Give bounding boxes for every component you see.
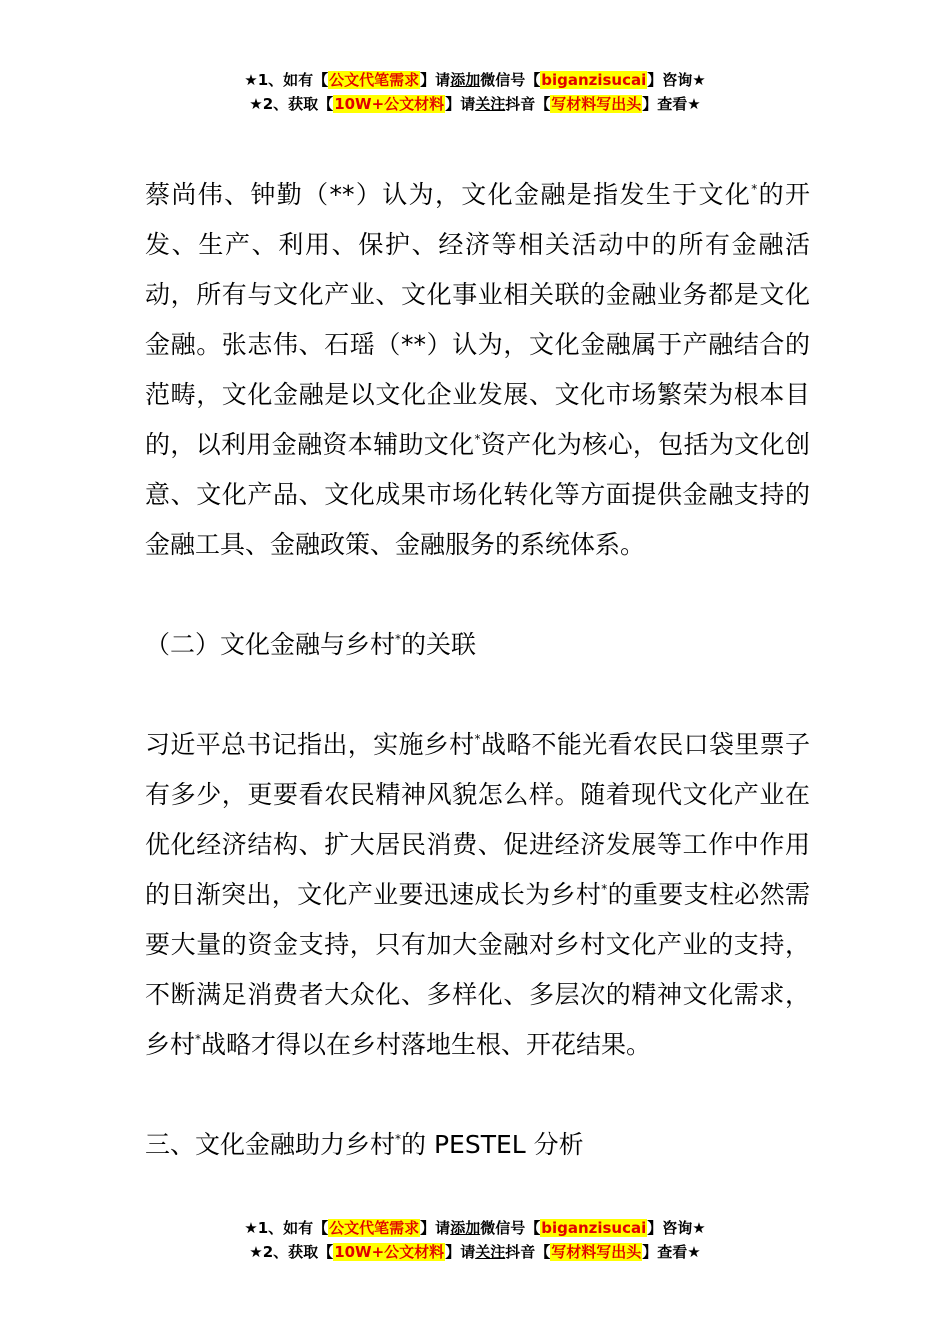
paragraph-text: 资产化为核心，包括为文化创意、文化产品、文化成果市场化转化等方面提供金融支持的金融工具、金融政策、金融服务的系统体系。	[145, 430, 810, 559]
banner-underline: 关注	[475, 1243, 506, 1261]
banner-line-2	[0, 92, 950, 116]
redaction-mark: *	[195, 1032, 202, 1046]
banner-highlight: 公文代笔需求	[329, 71, 420, 89]
paragraph-text: 的重要支柱必然需要大量的资金支持，只有加大金融对乡村文化产业的支持，不断满足消费者大众化、多样化、多层次的精神文化需求，乡村	[145, 880, 810, 1059]
banner-highlight: 公文代笔需求	[329, 1219, 420, 1237]
heading-text: （二）文化金融与乡村	[145, 630, 396, 659]
banner-line-1	[0, 1216, 950, 1240]
banner-text: 】请	[445, 95, 476, 113]
banner-underline: 关注	[475, 95, 506, 113]
heading-text: 的关联	[401, 630, 477, 659]
paragraph-text: 的开发、生产、利用、保护、经济等相关活动中的所有金融活动，所有与文化产业、文化事业相关联的金融业务都是文化金融。张志伟、石瑶（**）认为，文化金融属于产融结合的范畴，文化金融是以文化企业发展、文化市场繁荣为根本目的，以利用金融资本辅助文化	[145, 180, 810, 459]
paragraph-text: 蔡尚伟、钟勤（**）认为，文化金融是指发生于文化	[145, 180, 752, 209]
heading-text: 的 PESTEL 分析	[401, 1130, 584, 1159]
document-body	[145, 170, 810, 1170]
banner-line-1	[0, 68, 950, 92]
spacer	[145, 570, 810, 620]
banner-highlight: 10W+公文材料	[334, 1243, 445, 1261]
banner-text: 】请	[420, 1219, 451, 1237]
spacer	[145, 670, 810, 720]
banner-douyin-id: 写材料写出头	[551, 1243, 642, 1261]
banner-text: ★1、如有【	[244, 1219, 329, 1237]
footer-banner	[0, 1216, 950, 1264]
paragraph-definition	[145, 170, 810, 570]
header-banner	[0, 68, 950, 116]
banner-text: 微信号【	[480, 1219, 541, 1237]
banner-text: ★2、获取【	[249, 95, 334, 113]
banner-text: 】咨询★	[647, 71, 706, 89]
redaction-mark: *	[474, 432, 481, 446]
heading-text: 三、文化金融助力乡村	[145, 1130, 396, 1159]
banner-text: 】查看★	[642, 95, 701, 113]
banner-text: 抖音【	[505, 95, 551, 113]
banner-underline: 添加	[450, 71, 481, 89]
banner-douyin-id: 写材料写出头	[551, 95, 642, 113]
redaction-mark: *	[601, 882, 608, 896]
redaction-mark: *	[395, 1132, 402, 1146]
section-heading-2	[145, 620, 810, 670]
paragraph-text: 战略才得以在乡村落地生根、开花结果。	[201, 1030, 652, 1059]
banner-line-2	[0, 1240, 950, 1264]
banner-wechat-id: biganzisucai	[541, 1219, 647, 1237]
paragraph-relation	[145, 720, 810, 1070]
redaction-mark: *	[474, 732, 481, 746]
banner-text: 微信号【	[480, 71, 541, 89]
redaction-mark: *	[395, 632, 402, 646]
banner-highlight: 10W+公文材料	[334, 95, 445, 113]
banner-wechat-id: biganzisucai	[541, 71, 647, 89]
banner-text: 】咨询★	[647, 1219, 706, 1237]
paragraph-text: 战略不能光看农民口袋里票子有多少，更要看农民精神风貌怎么样。随着现代文化产业在优化经济结构、扩大居民消费、促进经济发展等工作中作用的日渐突出，文化产业要迅速成长为乡村	[145, 730, 810, 909]
banner-text: 】请	[420, 71, 451, 89]
banner-text: ★2、获取【	[249, 1243, 334, 1261]
banner-text: 】查看★	[642, 1243, 701, 1261]
banner-text: ★1、如有【	[244, 71, 329, 89]
redaction-mark: *	[751, 182, 758, 196]
spacer	[145, 1070, 810, 1120]
section-heading-3	[145, 1120, 810, 1170]
paragraph-text: 习近平总书记指出，实施乡村	[145, 730, 475, 759]
banner-text: 抖音【	[505, 1243, 551, 1261]
banner-text: 】请	[445, 1243, 476, 1261]
banner-underline: 添加	[450, 1219, 481, 1237]
